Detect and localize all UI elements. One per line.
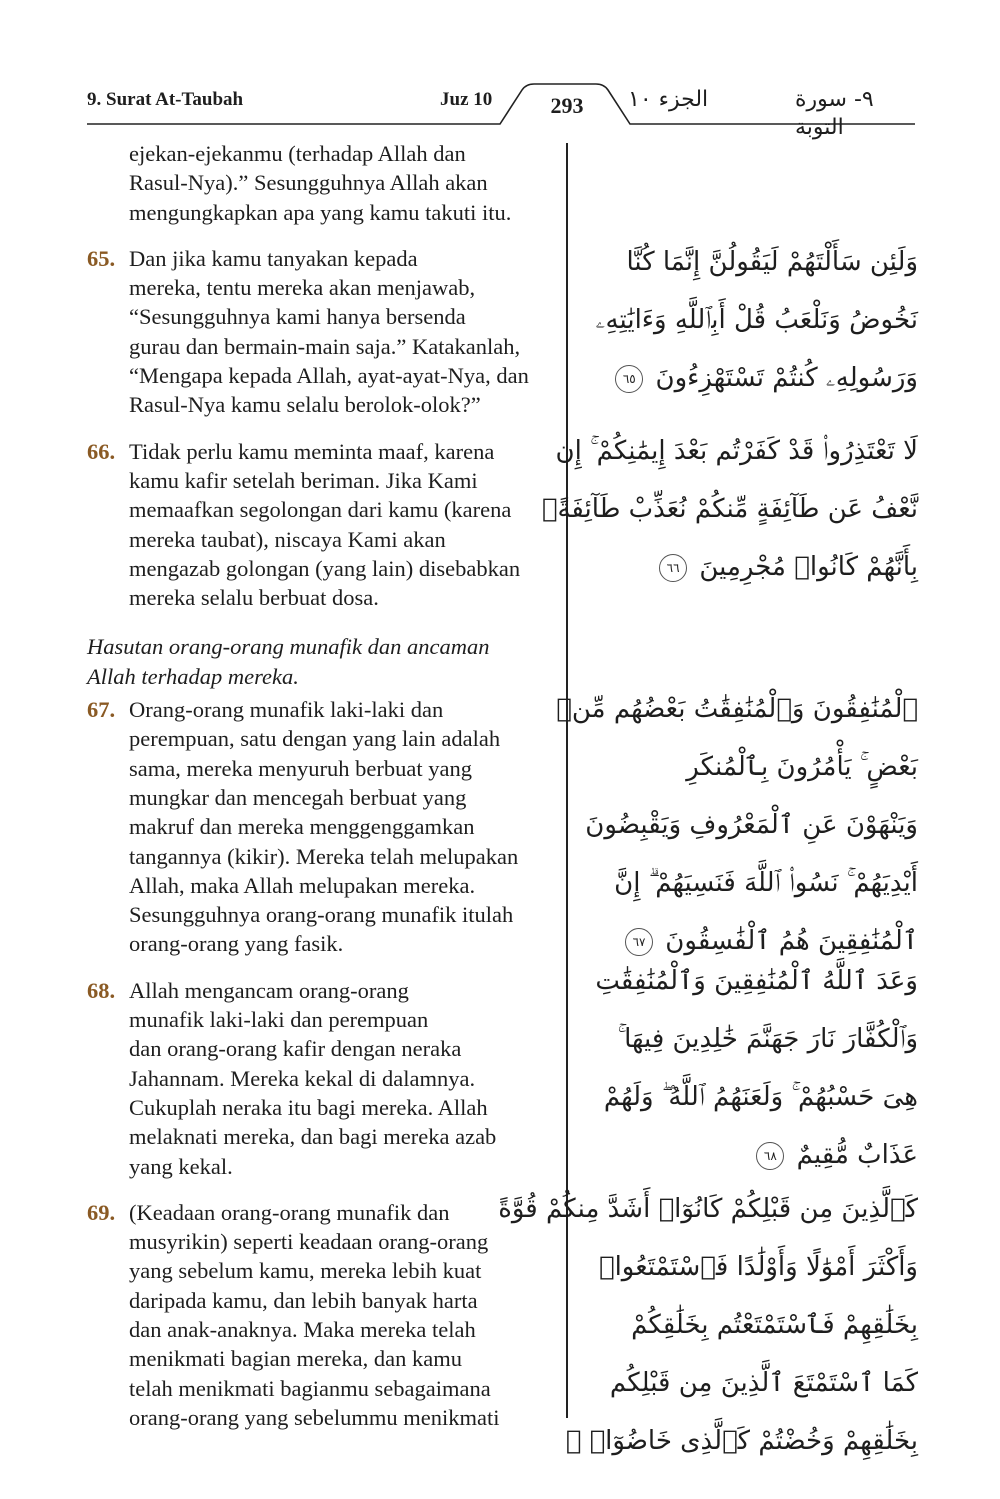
verse-67-arabic [556,680,918,970]
text-line: tangannya (kikir). Mereka telah melupakan [129,843,519,869]
arabic-line: بَعْضٍ ۚ يَأْمُرُونَ بِٱلْمُنكَرِ [686,752,918,782]
verse-number: 66. [87,438,116,464]
verse-number: 68. [87,977,116,1003]
juz-label-latin: Juz 10 [440,89,493,110]
arabic-line: ٱلْمُنَٰفِقُونَ وَٱلْمُنَٰفِقَٰتُ بَعْضُهُم مِّنۢ [556,694,918,724]
text-line: (Keadaan orang-orang munafik dan [129,1199,450,1225]
text-line: kamu kafir setelah beriman. Jika Kami [129,467,478,493]
verse-65-translation [87,244,557,420]
text-line: Tidak perlu kamu meminta maaf, karena [129,438,495,464]
text-line: dan orang-orang kafir dengan neraka [129,1036,462,1062]
arabic-line: أَيْدِيَهُمْ ۚ نَسُوا۟ ٱللَّهَ فَنَسِيَهُمْ ۗ إِنَّ [614,868,918,898]
arabic-line: كَمَا ٱسْتَمْتَعَ ٱلَّذِينَ مِن قَبْلِكُم [609,1368,918,1398]
text-line: Jahannam. Mereka kekal di dalamnya. [129,1065,476,1091]
verse-69-arabic [498,1180,918,1470]
text-line: munafik laki-laki dan perempuan [129,1007,429,1033]
text-line: mungkar dan mencegah berbuat yang [129,784,467,810]
text-line: Allah terhadap mereka. [87,663,299,689]
arabic-line: عَذَابٌ مُّقِيمٌ [796,1140,918,1170]
arabic-line: نَخُوضُ وَنَلْعَبُ قُلْ أَبِٱللَّهِ وَءَايَٰتِهِۦ [595,305,918,335]
text-line: dan anak-anaknya. Maka mereka telah [129,1316,476,1342]
section-subtitle [87,632,557,691]
verse-66-translation [87,437,557,613]
arabic-line: بِخَلَٰقِهِمْ وَخُضْتُمْ كَٱلَّذِى خَاضُوٓا۟ ۚ [565,1426,918,1456]
text-line: menikmati bagian mereka, dan kamu [129,1346,463,1372]
text-line: gurau dan bermain-main saja.” Katakanlah, [129,333,521,359]
text-line: mereka selalu berbuat dosa. [129,585,379,611]
arabic-line: لَا تَعْتَذِرُوا۟ قَدْ كَفَرْتُم بَعْدَ إِيمَٰنِكُمْ ۚ إِن [555,436,918,466]
ayah-end-marker-icon: ٦٧ [625,928,653,956]
translation-column [87,139,557,1432]
juz-label-arabic: الجزء ١٠ [628,87,709,112]
intro-paragraph [129,139,557,227]
text-line: Allah, maka Allah melupakan mereka. [129,872,476,898]
text-line: mereka, tentu mereka akan menjawab, [129,275,476,301]
arabic-line: ٱلْمُنَٰفِقِينَ هُمُ ٱلْفَٰسِقُونَ [665,926,918,956]
text-line: Dan jika kamu tanyakan kepada [129,245,418,271]
text-line: Hasutan orang-orang munafik dan ancaman [87,634,490,660]
ayah-end-marker-icon: ٦٥ [615,365,643,393]
arabic-line: وَرَسُولِهِۦ كُنتُمْ تَسْتَهْزِءُونَ [655,363,918,393]
arabic-line: وَٱلْكُفَّارَ نَارَ جَهَنَّمَ خَٰلِدِينَ فِيهَا ۚ [617,1024,918,1054]
arabic-line: وَيَنْهَوْنَ عَنِ ٱلْمَعْرُوفِ وَيَقْبِضُونَ [585,810,918,840]
page-header [0,0,1000,140]
text-line: mengazab golongan (yang lain) disebabkan [129,555,521,581]
text-line: mereka taubat), niscaya Kami akan [129,526,446,552]
arabic-line: كَٱلَّذِينَ مِن قَبْلِكُمْ كَانُوٓا۟ أَشَدَّ مِنكُمْ قُوَّةً [498,1194,918,1224]
text-line: musyrikin) seperti keadaan orang-orang [129,1229,489,1255]
text-line: Sesungguhnya orang-orang munafik itulah [129,902,514,928]
text-line: ejekan-ejekanmu (terhadap Allah dan [129,141,466,166]
ayah-end-marker-icon: ٦٨ [756,1142,784,1170]
text-line: “Sesungguhnya kami hanya bersenda [129,304,466,330]
text-line: orang-orang yang fasik. [129,931,344,957]
text-line: yang kekal. [129,1153,233,1179]
text-line: telah menikmati bagianmu sebagaimana [129,1375,491,1401]
verse-number: 65. [87,245,116,271]
page-number: 293 [550,93,584,118]
surah-title-latin: 9. Surat At-Taubah [87,89,244,110]
surah-title-arabic: ٩- سورة التوبة [795,87,874,140]
text-line: Rasul-Nya kamu selalu berolok-olok?” [129,392,481,418]
text-line: mengungkapkan apa yang kamu takuti itu. [129,199,512,225]
text-line: “Mengapa kepada Allah, ayat-ayat-Nya, dan [129,363,529,389]
verse-number: 67. [87,697,116,723]
verse-67-translation [87,695,557,959]
text-line: Orang-orang munafik laki-laki dan [129,697,444,723]
arabic-line: بِأَنَّهُمْ كَانُوا۟ مُجْرِمِينَ [699,552,918,582]
arabic-line: نَّعْفُ عَن طَآئِفَةٍ مِّنكُمْ نُعَذِّبْ طَآئِفَةًۢ [541,494,918,524]
arabic-line: هِىَ حَسْبُهُمْ ۚ وَلَعَنَهُمُ ٱللَّهُ ۖ وَلَهُمْ [603,1082,918,1112]
text-line: melaknati mereka, dan bagi mereka azab [129,1124,497,1150]
verse-69-translation [87,1198,557,1432]
arabic-line: وَأَكْثَرَ أَمْوَٰلًا وَأَوْلَٰدًا فَٱسْتَمْتَعُوا۟ [598,1252,918,1282]
text-line: yang sebelum kamu, mereka lebih kuat [129,1258,482,1284]
text-line: makruf dan mereka menggenggamkan [129,814,475,840]
text-line: orang-orang yang sebelummu menikmati [129,1404,500,1430]
verse-68-translation [87,976,557,1181]
verse-66-arabic [542,422,918,596]
verse-68-arabic [595,952,918,1184]
text-line: Allah mengancam orang-orang [129,977,409,1003]
text-line: memaafkan segolongan dari kamu (karena [129,497,512,523]
arabic-line: بِخَلَٰقِهِمْ فَٱسْتَمْتَعْتُم بِخَلَٰقِكُمْ [631,1310,918,1340]
text-line: perempuan, satu dengan yang lain adalah [129,726,501,752]
text-line: sama, mereka menyuruh berbuat yang [129,755,472,781]
verse-65-arabic [596,233,918,407]
text-line: daripada kamu, dan lebih banyak harta [129,1287,478,1313]
text-line: Cukuplah neraka itu bagi mereka. Allah [129,1094,488,1120]
arabic-line: وَلَئِن سَأَلْتَهُمْ لَيَقُولُنَّ إِنَّمَا كُنَّا [626,247,918,277]
verse-number: 69. [87,1199,116,1225]
text-line: Rasul-Nya).” Sesungguhnya Allah akan [129,170,488,196]
arabic-line: وَعَدَ ٱللَّهُ ٱلْمُنَٰفِقِينَ وَٱلْمُنَٰفِقَٰتِ [595,966,918,996]
ayah-end-marker-icon: ٦٦ [659,554,687,582]
